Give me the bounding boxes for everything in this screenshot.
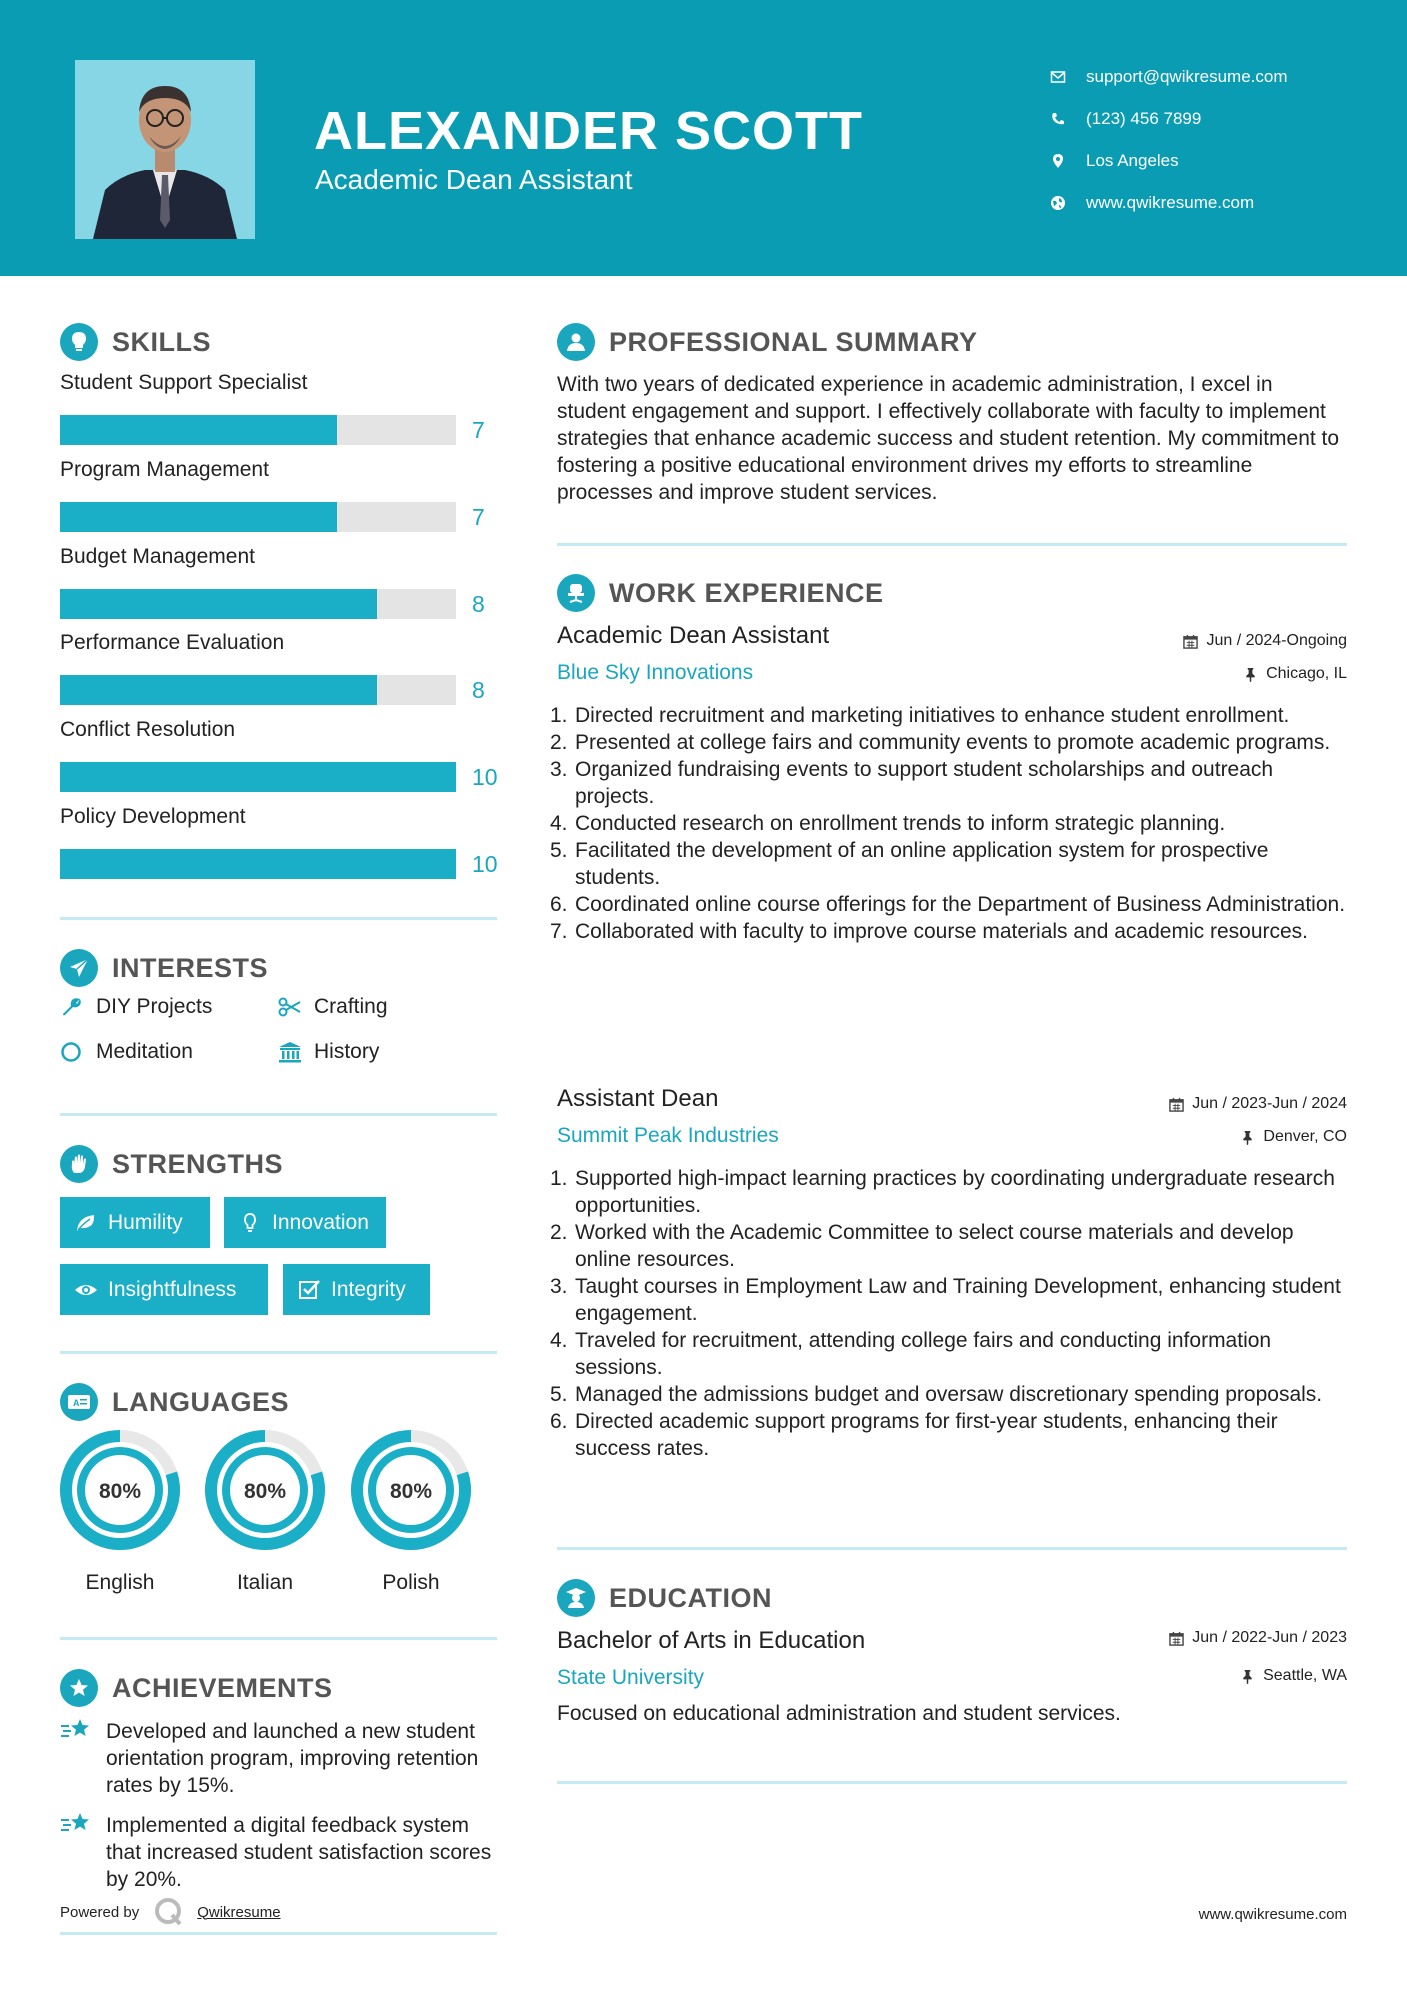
skill-item — [60, 371, 500, 443]
contact-text: support@qwikresume.com — [1086, 67, 1288, 86]
skill-label: Program Management — [60, 458, 269, 481]
job-responsibilities — [550, 702, 1350, 945]
job-dates: Jun / 2024-Ongoing — [1183, 632, 1347, 650]
hand-icon — [60, 1145, 98, 1183]
skill-value: 10 — [472, 764, 498, 790]
contact-text: (123) 456 7899 — [1086, 109, 1202, 128]
leaf-icon — [74, 1211, 98, 1235]
skill-bar-fill — [60, 849, 456, 879]
calendar-icon — [1169, 1097, 1184, 1112]
section-divider — [60, 1932, 497, 1935]
language-percent: 80% — [98, 1480, 142, 1503]
list-item: 2. Presented at college fairs and community events to promote academic programs. — [550, 731, 1331, 754]
section-divider — [60, 917, 497, 920]
interest-item — [60, 1040, 193, 1064]
calendar-icon — [1183, 634, 1198, 649]
interests-heading: INTERESTS — [60, 949, 268, 987]
skill-bar-fill — [60, 502, 337, 532]
powered-by-label: Powered by — [60, 1903, 140, 1921]
pushpin-icon — [1240, 1669, 1255, 1684]
language-item — [341, 1430, 481, 1595]
skill-item — [60, 545, 500, 617]
education-heading: EDUCATION — [557, 1579, 772, 1617]
language-name: English — [85, 1571, 155, 1594]
education-location: Seattle, WA — [1240, 1667, 1347, 1685]
experience-heading: WORK EXPERIENCE — [557, 574, 884, 612]
circle-icon — [60, 1040, 84, 1064]
job-dates: Jun / 2023-Jun / 2024 — [1169, 1095, 1347, 1113]
list-item: 5. Managed the admissions budget and oversaw discretionary spending proposals. — [550, 1383, 1323, 1406]
star-badge-icon — [60, 1669, 98, 1707]
skills-heading: SKILLS — [60, 323, 211, 361]
achievements-heading: ACHIEVEMENTS — [60, 1669, 333, 1707]
education-dates: Jun / 2022-Jun / 2023 — [1169, 1629, 1347, 1647]
school-name: State University — [557, 1666, 705, 1689]
shooting-star-icon — [60, 1810, 92, 1840]
job-title: Academic Dean Assistant — [557, 622, 830, 649]
contact-email[interactable] — [1050, 56, 1288, 98]
section-divider — [60, 1351, 497, 1354]
language-item — [195, 1430, 335, 1595]
skill-value: 8 — [472, 677, 485, 703]
company-name: Blue Sky Innovations — [557, 661, 754, 684]
skill-bar-fill — [60, 675, 377, 705]
interest-item — [278, 995, 388, 1019]
powered-by — [60, 1896, 281, 1928]
graduate-icon — [557, 1579, 595, 1617]
skill-bar-fill — [60, 589, 377, 619]
section-divider — [60, 1113, 497, 1116]
candidate-name: ALEXANDER SCOTT — [314, 101, 864, 161]
language-ring — [351, 1430, 471, 1550]
list-item: 3. Organized fundraising events to support student scholarships and outreach projects. — [550, 758, 1274, 808]
language-icon — [60, 1383, 98, 1421]
section-divider — [557, 543, 1347, 546]
company-name: Summit Peak Industries — [557, 1124, 779, 1147]
candidate-title: Academic Dean Assistant — [315, 164, 633, 195]
strength-badge — [60, 1264, 268, 1315]
contact-location — [1050, 140, 1288, 182]
language-percent: 80% — [389, 1480, 433, 1503]
calendar-icon — [1169, 1631, 1184, 1646]
job-location: Chicago, IL — [1243, 665, 1347, 683]
achievement-item — [60, 1718, 500, 1799]
section-divider — [557, 1547, 1347, 1550]
skill-value: 7 — [472, 417, 485, 443]
education-description: Focused on educational administration and student services. — [557, 1702, 1121, 1725]
achievement-text: Implemented a digital feedback system that increased student satisfaction scores by 20%. — [106, 1814, 492, 1891]
strength-label: Innovation — [272, 1210, 369, 1234]
skill-bar — [60, 502, 456, 532]
pushpin-icon — [1240, 1130, 1255, 1145]
paper-plane-icon — [60, 949, 98, 987]
interest-label: History — [314, 1040, 380, 1063]
skill-label: Budget Management — [60, 545, 255, 568]
skill-label: Student Support Specialist — [60, 371, 308, 394]
list-item: 2. Worked with the Academic Committee to select course materials and develop online resources. — [550, 1221, 1294, 1271]
job-location: Denver, CO — [1240, 1128, 1347, 1146]
language-name: Polish — [382, 1571, 440, 1594]
wrench-icon — [60, 995, 84, 1019]
lightbulb-icon — [238, 1211, 262, 1235]
skill-bar — [60, 849, 456, 879]
user-icon — [557, 323, 595, 361]
language-name: Italian — [236, 1571, 294, 1594]
phone-icon — [1050, 111, 1066, 127]
profile-photo — [75, 60, 255, 239]
languages-heading: A LANGUAGES — [60, 1383, 289, 1421]
strength-badge — [283, 1264, 430, 1315]
museum-icon — [278, 1040, 302, 1064]
job-title: Assistant Dean — [557, 1085, 719, 1112]
scissors-icon — [278, 995, 302, 1019]
globe-icon — [1050, 195, 1066, 211]
skill-item — [60, 805, 500, 877]
list-item: 4. Traveled for recruitment, attending college fairs and conducting information sessions. — [550, 1329, 1272, 1379]
job-responsibilities — [550, 1165, 1350, 1462]
skill-label: Conflict Resolution — [60, 718, 236, 741]
strength-label: Humility — [108, 1210, 183, 1234]
svg-text:A: A — [73, 1398, 80, 1408]
list-item: 1. Directed recruitment and marketing initiatives to enhance student enrollment. — [550, 704, 1290, 727]
summary-text: With two years of dedicated experience in academic administration, I excel in student engagement and support. I effectively collaborate with faculty to implement strategies that enhance academic success and student retention. My commitment to fostering a positive educational environment drives my efforts to streamline processes and improve student services. — [557, 373, 1340, 504]
interest-label: Meditation — [96, 1040, 193, 1063]
list-item: 7. Collaborated with faculty to improve course materials and academic resources. — [550, 920, 1309, 943]
list-item: 1. Supported high-impact learning practices by coordinating undergraduate research opportunities. — [550, 1167, 1335, 1217]
language-item — [50, 1430, 190, 1595]
list-item: 3. Taught courses in Employment Law and Training Development, enhancing student engagement. — [550, 1275, 1341, 1325]
list-item: 6. Directed academic support programs for first-year students, enhancing their success rates. — [550, 1410, 1278, 1460]
envelope-icon — [1050, 69, 1066, 85]
header-banner — [0, 0, 1407, 276]
skill-value: 10 — [472, 851, 498, 877]
footer-url[interactable]: www.qwikresume.com — [1198, 1906, 1347, 1923]
qwikresume-link[interactable]: Qwikresume — [197, 1903, 281, 1921]
checkbox-icon — [297, 1278, 321, 1302]
strength-label: Insightfulness — [108, 1277, 237, 1301]
list-item: 5. Facilitated the development of an online application system for prospective students. — [550, 839, 1269, 889]
skill-item — [60, 631, 500, 703]
skill-label: Performance Evaluation — [60, 631, 285, 654]
contact-text: Los Angeles — [1086, 151, 1179, 170]
contact-list — [1050, 56, 1288, 224]
achievement-item — [60, 1812, 500, 1893]
list-item: 4. Conducted research on enrollment trends to inform strategic planning. — [550, 812, 1226, 835]
section-divider — [557, 1781, 1347, 1784]
skill-bar — [60, 762, 456, 792]
language-percent: 80% — [243, 1480, 287, 1503]
qwikresume-logo-icon — [153, 1896, 185, 1928]
lightbulb-icon — [60, 323, 98, 361]
skill-item — [60, 718, 500, 790]
map-pin-icon — [1050, 153, 1066, 169]
contact-text: www.qwikresume.com — [1086, 193, 1255, 212]
language-ring — [60, 1430, 180, 1550]
strength-badge — [60, 1197, 210, 1248]
strengths-heading: STRENGTHS — [60, 1145, 283, 1183]
pushpin-icon — [1243, 667, 1258, 682]
shooting-star-icon — [60, 1716, 92, 1746]
eye-icon — [74, 1278, 98, 1302]
contact-phone[interactable] — [1050, 98, 1288, 140]
section-divider — [60, 1637, 497, 1640]
skill-bar — [60, 675, 456, 705]
skill-value: 7 — [472, 504, 485, 530]
skill-bar — [60, 415, 456, 445]
chair-icon — [557, 574, 595, 612]
summary-heading: PROFESSIONAL SUMMARY — [557, 323, 978, 361]
skill-value: 8 — [472, 591, 485, 617]
degree-title: Bachelor of Arts in Education — [557, 1627, 866, 1654]
strength-badge — [224, 1197, 386, 1248]
interest-label: DIY Projects — [96, 995, 213, 1018]
interest-label: Crafting — [314, 995, 388, 1018]
skill-bar — [60, 589, 456, 619]
list-item: 6. Coordinated online course offerings for the Department of Business Administration. — [550, 893, 1346, 916]
strength-label: Integrity — [331, 1277, 406, 1301]
skill-item — [60, 458, 500, 530]
skill-label: Policy Development — [60, 805, 246, 828]
contact-website[interactable] — [1050, 182, 1288, 224]
skill-bar-fill — [60, 762, 456, 792]
skill-bar-fill — [60, 415, 337, 445]
interest-item — [278, 1040, 379, 1064]
interest-item — [60, 995, 212, 1019]
achievement-text: Developed and launched a new student orientation program, improving retention rates by 15%. — [106, 1720, 479, 1797]
language-ring — [205, 1430, 325, 1550]
